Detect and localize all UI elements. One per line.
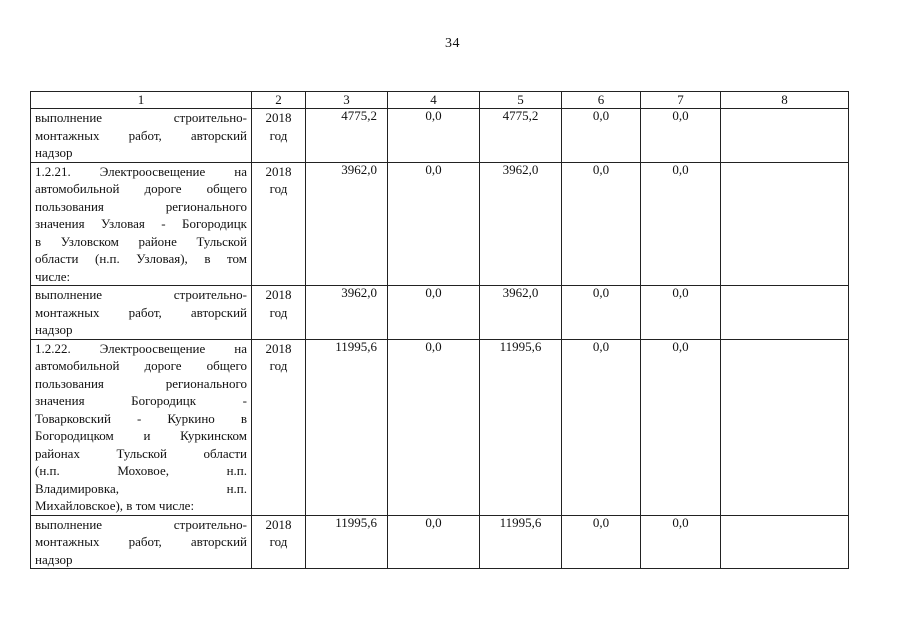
year-line: 2018: [265, 110, 292, 125]
year-line: 2018: [265, 340, 292, 356]
value-text: 0,0: [672, 514, 689, 530]
value-text: 3962,0: [502, 161, 539, 177]
value-text: 11995,6: [335, 338, 377, 354]
value-text: 0,0: [425, 514, 442, 530]
value-text: 0,0: [425, 285, 442, 300]
description-line: выполнение строительно-: [35, 516, 247, 532]
description-line: автомобильной дороге общего: [35, 181, 247, 196]
column-header: 6: [562, 92, 641, 109]
value-cell-col-8: [721, 515, 849, 569]
year-cell: [252, 286, 306, 340]
table-row: [31, 286, 849, 340]
value-text: 0,0: [592, 108, 610, 123]
year-cell: [252, 109, 306, 163]
description-line: пользования регионального: [35, 198, 247, 214]
value-cell-col-4: [388, 286, 480, 340]
value-text: 0,0: [672, 161, 689, 177]
value-text: 3962,0: [502, 285, 539, 300]
value-cell-col-7: [641, 109, 721, 163]
value-text: 0,0: [672, 285, 689, 300]
value-cell-col-7: [641, 339, 721, 515]
value-cell-col-3: [306, 515, 388, 569]
value-cell-col-3: [306, 286, 388, 340]
description-line: пользования регионального: [35, 375, 247, 391]
value-text: 0,0: [592, 514, 610, 530]
year-cell: [252, 162, 306, 286]
value-text: 3962,0: [341, 285, 377, 300]
value-text: 0,0: [672, 108, 689, 123]
year-line: 2018: [265, 516, 292, 532]
description-line: значения Богородицк -: [35, 393, 247, 408]
item-description: [31, 286, 252, 340]
value-cell-col-8: [721, 339, 849, 515]
page-number: 34: [445, 36, 460, 51]
value-text: [725, 286, 844, 287]
value-text: 0,0: [425, 161, 442, 177]
column-header: 3: [306, 92, 388, 109]
value-cell-col-7: [641, 286, 721, 340]
item-description: [31, 109, 252, 163]
description-line: числе:: [35, 268, 71, 284]
year-line: год: [269, 304, 288, 320]
description-line: Михайловское), в том числе:: [35, 498, 195, 513]
description-line: 1.2.21. Электроосвещение на: [35, 163, 247, 179]
value-text: [725, 163, 844, 164]
description-line: Владимировка, н.п.: [35, 480, 247, 496]
description-line: надзор: [35, 551, 73, 567]
value-cell-col-7: [641, 515, 721, 569]
year-line: 2018: [265, 287, 292, 302]
value-text: 0,0: [425, 338, 442, 354]
value-cell-col-5: [480, 162, 562, 286]
value-text: 4775,2: [502, 108, 539, 123]
value-cell-col-4: [388, 162, 480, 286]
value-cell-col-6: [562, 162, 641, 286]
description-line: Богородицком и Куркинском: [35, 428, 247, 443]
value-text: [725, 340, 844, 341]
value-cell-col-5: [480, 339, 562, 515]
description-line: области (н.п. Узловая), в том: [35, 251, 247, 266]
value-text: 0,0: [592, 338, 610, 354]
header-row: [31, 92, 849, 109]
value-text: 3962,0: [341, 161, 377, 177]
budget-table: [30, 91, 849, 569]
value-text: 4775,2: [341, 108, 377, 123]
year-line: год: [269, 127, 288, 143]
value-cell-col-8: [721, 109, 849, 163]
description-line: надзор: [35, 145, 73, 160]
item-description: [31, 515, 252, 569]
value-cell-col-8: [721, 162, 849, 286]
table-row: [31, 339, 849, 515]
year-cell: [252, 339, 306, 515]
description-line: выполнение строительно-: [35, 287, 247, 302]
value-text: [725, 109, 844, 110]
year-line: год: [269, 534, 288, 549]
value-text: 0,0: [672, 338, 689, 354]
year-cell: [252, 515, 306, 569]
description-line: районах Тульской области: [35, 445, 247, 461]
description-line: монтажных работ, авторский: [35, 534, 247, 549]
value-cell-col-6: [562, 286, 641, 340]
value-cell-col-4: [388, 339, 480, 515]
value-cell-col-4: [388, 515, 480, 569]
year-line: год: [269, 181, 288, 196]
value-cell-col-6: [562, 515, 641, 569]
value-cell-col-5: [480, 109, 562, 163]
value-cell-col-8: [721, 286, 849, 340]
value-cell-col-3: [306, 339, 388, 515]
description-line: значения Узловая - Богородицк: [35, 216, 247, 231]
table-row: [31, 109, 849, 163]
column-header: 5: [480, 92, 562, 109]
value-cell-col-3: [306, 162, 388, 286]
value-text: 11995,6: [335, 514, 377, 530]
description-line: надзор: [35, 322, 73, 337]
value-cell-col-3: [306, 109, 388, 163]
value-text: 0,0: [425, 108, 442, 123]
table-row: [31, 162, 849, 286]
column-header: 1: [31, 92, 252, 109]
description-line: монтажных работ, авторский: [35, 127, 247, 143]
column-header: 2: [252, 92, 306, 109]
value-cell-col-6: [562, 339, 641, 515]
year-line: 2018: [265, 163, 292, 179]
description-line: автомобильной дороге общего: [35, 358, 247, 373]
description-line: Товарковский - Куркино в: [35, 410, 247, 426]
value-cell-col-5: [480, 286, 562, 340]
description-line: в Узловском районе Тульской: [35, 233, 247, 249]
description-line: (н.п. Моховое, н.п.: [35, 463, 247, 478]
value-text: 11995,6: [499, 338, 542, 354]
value-cell-col-6: [562, 109, 641, 163]
value-text: 0,0: [592, 285, 610, 300]
column-header: 7: [641, 92, 721, 109]
item-description: [31, 162, 252, 286]
description-line: 1.2.22. Электроосвещение на: [35, 340, 247, 356]
description-line: выполнение строительно-: [35, 110, 247, 125]
column-header: 8: [721, 92, 849, 109]
item-description: [31, 339, 252, 515]
value-text: [725, 516, 844, 517]
value-text: 11995,6: [499, 514, 542, 530]
column-header: 4: [388, 92, 480, 109]
value-text: 0,0: [592, 161, 610, 177]
value-cell-col-7: [641, 162, 721, 286]
description-line: монтажных работ, авторский: [35, 304, 247, 320]
value-cell-col-4: [388, 109, 480, 163]
year-line: год: [269, 358, 288, 373]
table-row: [31, 515, 849, 569]
value-cell-col-5: [480, 515, 562, 569]
